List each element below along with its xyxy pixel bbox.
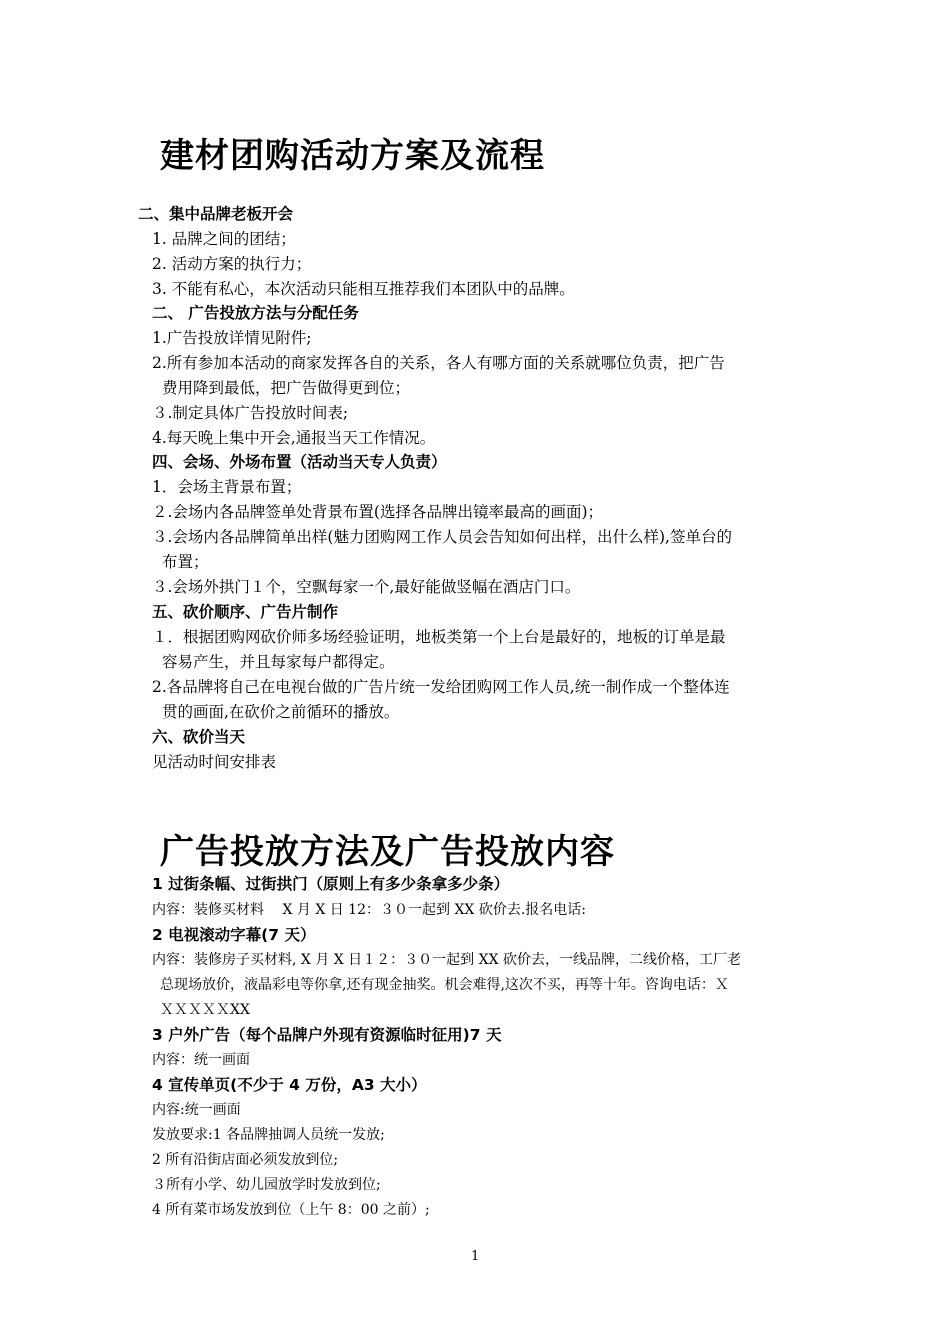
paragraph: 内容：装修买材料 X 月 X 日 12：３０一起到 XX 砍价去.报名电话: (152, 902, 586, 918)
paragraph: 内容：统一画面 (152, 1052, 250, 1068)
paragraph-continuation: ＸＸＸＸＸXX (160, 1002, 250, 1018)
section-heading: 二、集中品牌老板开会 (138, 205, 294, 223)
list-item: 2. 活动方案的执行力； (152, 255, 312, 273)
list-item: 3. 不能有私心，本次活动只能相互推荐我们本团队中的品牌。 (152, 280, 575, 298)
list-item: ３.制定具体广告投放时间表; (152, 404, 349, 422)
document-title: 广告投放方法及广告投放内容 (160, 832, 615, 872)
list-item-continuation: 容易产生，并且每家每户都得定。 (162, 653, 395, 671)
list-item: 2.所有参加本活动的商家发挥各自的关系，各人有哪方面的关系就哪位负责，把广告 (152, 354, 725, 372)
list-item: ３所有小学、幼儿园放学时发放到位; (152, 1177, 381, 1193)
list-item-continuation: 布置； (162, 553, 209, 571)
list-item: ２.会场内各品牌签单处背景布置(选择各品牌出镜率最高的画面)； (152, 503, 604, 521)
list-item: 2 所有沿街店面必须发放到位; (152, 1152, 339, 1168)
paragraph: 见活动时间安排表 (152, 753, 277, 771)
page-number: 1 (471, 1249, 480, 1264)
section-heading: 二、 广告投放方法与分配任务 (152, 304, 359, 322)
section-heading: 五、砍价顺序、广告片制作 (152, 603, 339, 621)
list-item: 2.各品牌将自己在电视台做的广告片统一发给团购网工作人员,统一制作成一个整体连 (152, 678, 730, 696)
section-heading: 4 宣传单页(不少于 4 万份，A3 大小） (152, 1076, 427, 1094)
section-heading: 六、砍价当天 (152, 728, 246, 746)
list-item: 1. 品牌之间的团结； (152, 230, 296, 248)
section-heading: 2 电视滚动字幕(7 天） (152, 926, 316, 944)
section-heading: 3 户外广告（每个品牌户外现有资源临时征用)7 天 (152, 1026, 502, 1044)
paragraph-continuation: 总现场放价，液晶彩电等你拿,还有现金抽奖。机会难得,这次不买，再等十年。咨询电话：Ｘ (160, 977, 729, 993)
document-title: 建材团购活动方案及流程 (160, 136, 545, 176)
paragraph: 内容：装修房子买材料, X 月 X 日１２：３０一起到 XX 砍价去，一线品牌，二线价格，工厂老 (152, 952, 742, 968)
list-item: １．根据团购网砍价师多场经验证明，地板类第一个上台是最好的，地板的订单是最 (152, 628, 726, 646)
list-item-continuation: 贯的画面,在砍价之前循环的播放。 (162, 703, 400, 721)
list-item: ３.会场外拱门１个，空飘每家一个,最好能做竖幅在酒店门口。 (152, 578, 581, 596)
list-item: 1．会场主背景布置； (152, 478, 302, 496)
list-item: 4 所有菜市场发放到位（上午 8：00 之前）; (152, 1202, 430, 1218)
list-item: 发放要求:1 各品牌抽调人员统一发放; (152, 1127, 385, 1143)
list-item: ３.会场内各品牌简单出样(魅力团购网工作人员会告知如何出样，出什么样),签单台的 (152, 528, 732, 546)
list-item: 1.广告投放详情见附件; (152, 329, 312, 347)
section-heading: 四、会场、外场布置（活动当天专人负责） (152, 453, 447, 471)
list-item: 4.每天晚上集中开会,通报当天工作情况。 (152, 429, 436, 447)
list-item-continuation: 费用降到最低，把广告做得更到位； (162, 379, 411, 397)
paragraph: 内容:统一画面 (152, 1102, 241, 1118)
section-heading: 1 过街条幅、过街拱门（原则上有多少条拿多少条） (152, 875, 510, 893)
